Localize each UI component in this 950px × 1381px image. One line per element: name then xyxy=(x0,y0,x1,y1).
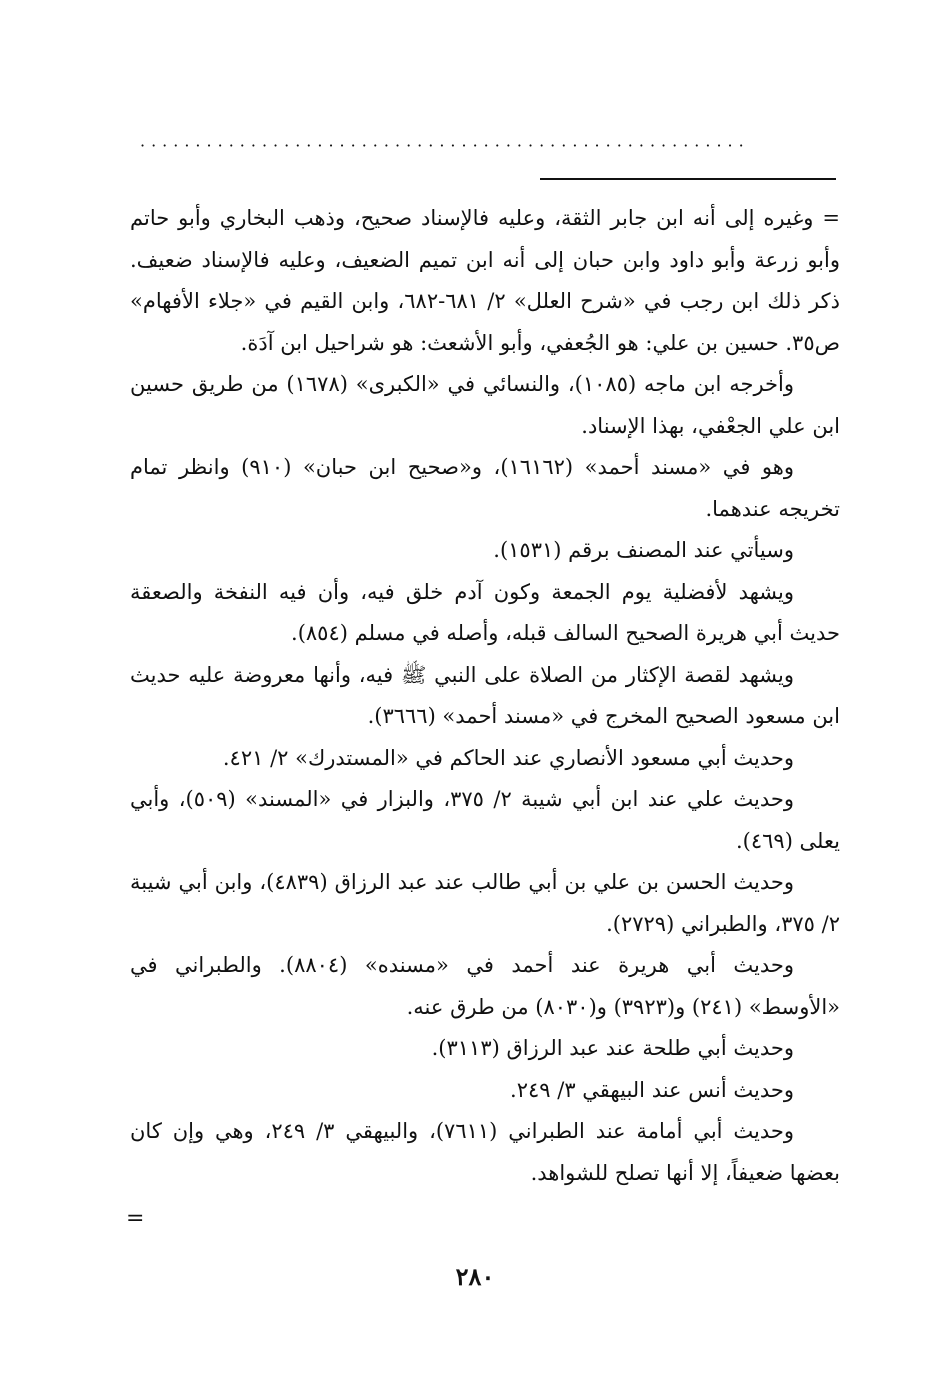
paragraph xyxy=(130,572,840,655)
paragraph xyxy=(130,945,840,1028)
paragraph xyxy=(130,198,840,364)
page-number: ٢٨٠ xyxy=(455,1262,495,1291)
paragraph-text: = وغيره إلى أنه ابن جابر الثقة، وعليه فالإسناد صحيح، وذهب البخاري وأبو حاتم وأبو زرعة وأبو داود وابن حبان إلى أنه ابن تميم الضعيف، وعليه فالإسناد ضعيف. ذكر ذلك ابن رجب في «شرح العلل» ٢/ ٦٨١-٦٨٢، وابن القيم في «جلاء الأفهام» ص٣٥. حسين بن علي: هو الجُعفي، وأبو الأشعث: هو شراحيل ابن آدَة. xyxy=(130,206,840,355)
continuation-mark: = xyxy=(126,1206,145,1231)
paragraph-text: وحديث الحسن بن علي بن أبي طالب عند عبد الرزاق (٤٨٣٩)، وابن أبي شيبة ٢/ ٣٧٥، والطبراني (٢٧٢٩). xyxy=(130,870,840,936)
paragraph xyxy=(130,530,840,572)
paragraph xyxy=(130,447,840,530)
paragraph-text: وأخرجه ابن ماجه (١٠٨٥)، والنسائي في «الكبرى» (١٦٧٨) من طريق حسين ابن علي الجعْفي، بهذا الإسناد. xyxy=(130,372,840,438)
paragraph-text: وحديث أبي هريرة عند أحمد في «مسنده» (٨٨٠٤). والطبراني في «الأوسط» (٢٤١) و(٣٩٢٣) و(٨٠٣٠) من طرق عنه. xyxy=(130,953,840,1019)
paragraph xyxy=(130,862,840,945)
paragraph-text: ويشهد لقصة الإكثار من الصلاة على النبي ﷺ فيه، وأنها معروضة عليه حديث ابن مسعود الصحيح المخرج في «مسند أحمد» (٣٦٦٦). xyxy=(130,662,840,728)
paragraph-text: وحديث أبي مسعود الأنصاري عند الحاكم في «المستدرك» ٢/ ٤٢١. xyxy=(222,745,794,770)
paragraph xyxy=(130,1070,840,1112)
paragraph-text: وحديث علي عند ابن أبي شيبة ٢/ ٣٧٥، والبزار في «المسند» (٥٠٩)، وأبي يعلى (٤٦٩). xyxy=(130,787,840,853)
header-dots: ······················································· xyxy=(140,136,750,155)
paragraph xyxy=(130,1028,840,1070)
paragraph xyxy=(130,655,840,738)
paragraph xyxy=(130,779,840,862)
footnote-rule xyxy=(540,178,836,180)
paragraph-text: وحديث أنس عند البيهقي ٣/ ٢٤٩. xyxy=(510,1077,794,1102)
paragraph xyxy=(130,738,840,780)
paragraph-text: وحديث أبي طلحة عند عبد الرزاق (٣١١٣). xyxy=(431,1036,794,1060)
paragraph xyxy=(130,364,840,447)
footnote-body xyxy=(130,198,840,1194)
paragraph-text: وسيأتي عند المصنف برقم (١٥٣١). xyxy=(493,538,794,562)
paragraph-text: ويشهد لأفضلية يوم الجمعة وكون آدم خلق فيه، وأن فيه النفخة والصعقة حديث أبي هريرة الصحيح السالف قبله، وأصله في مسلم (٨٥٤). xyxy=(130,579,840,645)
paragraph-text: وحديث أبي أمامة عند الطبراني (٧٦١١)، والبيهقي ٣/ ٢٤٩، وهي وإن كان بعضها ضعيفاً، إلا أنها تصلح للشواهد. xyxy=(130,1119,840,1185)
paragraph-text: وهو في «مسند أحمد» (١٦١٦٢)، و«صحيح ابن حبان» (٩١٠) وانظر تمام تخريجه عندهما. xyxy=(130,455,840,521)
paragraph xyxy=(130,1111,840,1194)
